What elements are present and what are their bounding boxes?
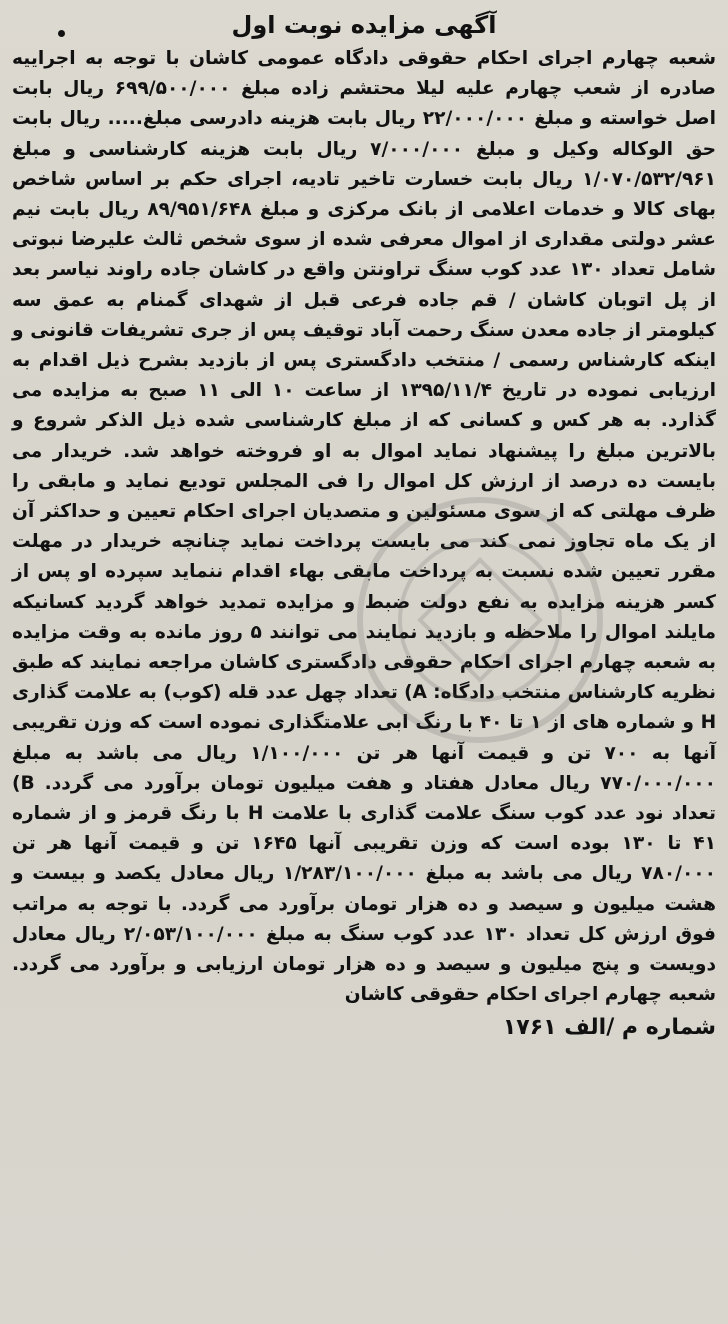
notice-body-text: شعبه چهارم اجرای احکام حقوقی دادگاه عمومی کاشان با توجه به اجراییه صادره از شعب چهارم علیه لیلا محتشم زاده مبلغ ۶۹۹/۵۰۰/۰۰۰ ریال بابت اصل خواسته و مبلغ ۲۲/۰۰۰/۰۰۰ ریال بابت هزینه دادرسی مبلغ..... ریال بابت حق الوکاله وکیل و مبلغ ۷/۰۰۰/۰۰۰ ریال بابت هزینه کارشناسی و مبلغ ۱/۰۷۰/۵۳۲/۹۶۱ ریال بابت خسارت تاخیر تادیه، اجرای حکم بر اساس شاخص بهای کالا و خدمات اعلامی از بانک مرکزی و مبلغ ۸۹/۹۵۱/۶۴۸ ریال بابت نیم عشر دولتی مقداری از اموال معرفی شده از سوی شخص ثالث علیرضا نبوتی شامل تعداد ۱۳۰ عدد کوب سنگ تراونتن واقع در کاشان جاده راوند نیاسر بعد از پل اتوبان کاشان / قم جاده فرعی قبل از شهدای گمنام به عمق سه کیلومتر از جاده معدن سنگ رحمت آباد توقیف پس از جری تشریفات قانونی و اینکه کارشناس رسمی / منتخب دادگستری پس از بازدید بشرح ذیل اقدام به ارزیابی نموده در تاریخ ۱۳۹۵/۱۱/۴ از ساعت ۱۰ الی ۱۱ صبح به مزایده می گذارد. به هر کس و کسانی که از مبلغ کارشناسی شده ذیل الذکر شروع و بالاترین مبلغ را پیشنهاد نماید اموال به او فروخته خواهد شد. خریدار می بایست ده درصد از ارزش کل اموال را فی المجلس تودیع نماید و مابقی را ظرف مهلتی که از سوی مسئولین و متصدیان اجرای احکام تعیین و حداکثر آن از یک ماه تجاوز نمی کند می بایست پرداخت نماید چنانچه خریدار در مهلت مقرر تعیین شده نسبت به پرداخت مابقی بهاء اقدام ننماید سپرده او پس از کسر هزینه مزایده به نفع دولت ضبط و مزایده تمدید خواهد گردید کسانیکه مایلند اموال را ملاحظه و بازدید نمایند می توانند ۵ روز مانده به وقت مزایده به شعبه چهارم اجرای احکام حقوقی دادگستری کاشان مراجعه نمایند که طبق نظریه کارشناس منتخب دادگاه: A) تعداد چهل عدد قله (کوب) به علامت گذاری H و شماره های از ۱ تا ۴۰ با رنگ ابی علامتگذاری نموده است که وزن تقریبی آنها به ۷۰۰ تن و قیمت آنها هر تن ۱/۱۰۰/۰۰۰ ریال می باشد به مبلغ ۷۷۰/۰۰۰/۰۰۰ ریال معادل هفتاد و هفت میلیون تومان برآورد می گردد. B) تعداد نود عدد کوب سنگ علامت گذاری با علامت H با رنگ قرمز و از شماره ۴۱ تا ۱۳۰ بوده است که وزن تقریبی آنها ۱۶۴۵ تن و قیمت آنها هر تن ۷۸۰/۰۰۰ ریال می باشد به مبلغ ۱/۲۸۳/۱۰۰/۰۰۰ ریال معادل یکصد و بیست و هشت میلیون و سیصد و ده هزار تومان برآورد می گردد. با توجه به مراتب فوق ارزش کل تعداد ۱۳۰ عدد کوب سنگ به مبلغ ۲/۰۵۳/۱۰۰/۰۰۰ ریال معادل دویست و پنج میلیون و سیصد و ده هزار تومان ارزیابی و برآورد می گردد. شعبه چهارم اجرای احکام حقوقی کاشان xyxy=(12,48,717,1006)
notice-title: آگهی مزایده نوبت اول xyxy=(231,11,497,39)
bullet-dot xyxy=(58,30,65,37)
notice-body xyxy=(12,44,716,1011)
notice-number: شماره م /الف ۱۷۶۱ xyxy=(502,1014,716,1040)
